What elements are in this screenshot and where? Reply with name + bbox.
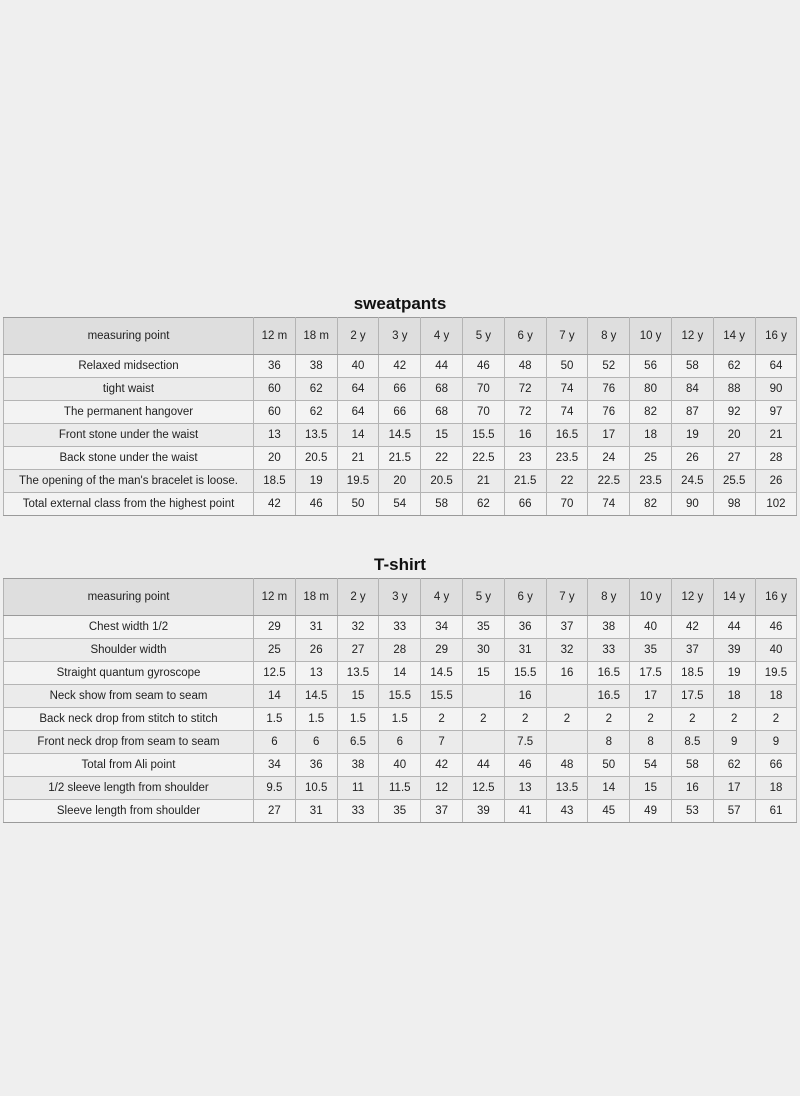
measurement-value: 2 — [630, 708, 672, 731]
size-header: 3 y — [379, 579, 421, 616]
size-header: 12 y — [671, 318, 713, 355]
measurement-value: 38 — [588, 616, 630, 639]
table-row — [4, 401, 797, 424]
measurement-value: 26 — [755, 470, 797, 493]
measurement-value: 17 — [713, 777, 755, 800]
measurement-value: 35 — [379, 800, 421, 823]
measuring-point-header: measuring point — [4, 318, 254, 355]
measurement-value: 18 — [713, 685, 755, 708]
measurement-value: 37 — [421, 800, 463, 823]
measurement-value: 27 — [254, 800, 296, 823]
measurement-value: 8 — [630, 731, 672, 754]
measurement-value: 48 — [546, 754, 588, 777]
measurement-value: 53 — [671, 800, 713, 823]
measurement-value: 26 — [295, 639, 337, 662]
measurement-value: 14 — [588, 777, 630, 800]
measurement-value: 6 — [295, 731, 337, 754]
measurement-label: Front neck drop from seam to seam — [4, 731, 254, 754]
measurement-value: 12.5 — [254, 662, 296, 685]
measurement-value: 70 — [462, 378, 504, 401]
measurement-value: 15.5 — [504, 662, 546, 685]
size-header: 12 m — [254, 579, 296, 616]
table-row — [4, 470, 797, 493]
measurement-value: 31 — [295, 616, 337, 639]
measurement-value: 14.5 — [295, 685, 337, 708]
measurement-value: 52 — [588, 355, 630, 378]
measurement-value: 13 — [254, 424, 296, 447]
table-row — [4, 424, 797, 447]
measurement-value: 20 — [379, 470, 421, 493]
sweatpants-title: sweatpants — [353, 294, 447, 313]
measurement-value: 82 — [630, 493, 672, 516]
tshirt-title: T-shirt — [374, 555, 426, 574]
measurement-value: 43 — [546, 800, 588, 823]
measurement-value: 2 — [546, 708, 588, 731]
measurement-value: 32 — [337, 616, 379, 639]
size-header: 12 y — [671, 579, 713, 616]
measurement-value: 28 — [755, 447, 797, 470]
measurement-value: 50 — [546, 355, 588, 378]
measurement-value: 62 — [713, 754, 755, 777]
measurement-value: 39 — [462, 800, 504, 823]
measurement-value: 72 — [504, 401, 546, 424]
size-header: 8 y — [588, 579, 630, 616]
measurement-value: 9 — [713, 731, 755, 754]
table-row — [4, 662, 797, 685]
measurement-value: 1.5 — [295, 708, 337, 731]
measurement-value: 17.5 — [671, 685, 713, 708]
measurement-value: 23.5 — [546, 447, 588, 470]
measurement-value: 27 — [337, 639, 379, 662]
measurement-value: 42 — [671, 616, 713, 639]
measurement-value: 19.5 — [337, 470, 379, 493]
measurement-value: 57 — [713, 800, 755, 823]
measurement-value: 25.5 — [713, 470, 755, 493]
measurement-value: 15.5 — [421, 685, 463, 708]
measurement-value: 20 — [254, 447, 296, 470]
measurement-value: 62 — [713, 355, 755, 378]
measurement-value — [546, 731, 588, 754]
measurement-value: 14 — [379, 662, 421, 685]
measurement-value: 15.5 — [462, 424, 504, 447]
measurement-value: 17.5 — [630, 662, 672, 685]
measurement-value: 49 — [630, 800, 672, 823]
measurement-value — [462, 731, 504, 754]
measurement-value: 21 — [462, 470, 504, 493]
measurement-value: 46 — [462, 355, 504, 378]
measurement-value: 46 — [755, 616, 797, 639]
measurement-value: 13.5 — [546, 777, 588, 800]
measurement-value: 7.5 — [504, 731, 546, 754]
measurement-label: Back stone under the waist — [4, 447, 254, 470]
measurement-value: 2 — [755, 708, 797, 731]
measurement-value: 29 — [254, 616, 296, 639]
measurement-value: 23 — [504, 447, 546, 470]
measurement-value: 11 — [337, 777, 379, 800]
measurement-value: 22.5 — [462, 447, 504, 470]
measurement-value: 21 — [337, 447, 379, 470]
measurement-value: 2 — [588, 708, 630, 731]
measurement-value: 32 — [546, 639, 588, 662]
measurement-value — [546, 685, 588, 708]
measurement-value: 38 — [295, 355, 337, 378]
measurement-value: 15 — [630, 777, 672, 800]
measurement-value: 70 — [462, 401, 504, 424]
measurement-label: Shoulder width — [4, 639, 254, 662]
measurement-value: 40 — [755, 639, 797, 662]
measurement-value: 15.5 — [379, 685, 421, 708]
measurement-label: Back neck drop from stitch to stitch — [4, 708, 254, 731]
measurement-value: 25 — [630, 447, 672, 470]
measurement-value: 40 — [379, 754, 421, 777]
size-header: 4 y — [421, 318, 463, 355]
table-row — [4, 685, 797, 708]
sweatpants-section — [3, 291, 797, 516]
measurement-value: 29 — [421, 639, 463, 662]
measurement-value: 21 — [755, 424, 797, 447]
measurement-value: 18 — [630, 424, 672, 447]
size-header: 14 y — [713, 579, 755, 616]
measurement-value: 16.5 — [588, 662, 630, 685]
measurement-value: 33 — [379, 616, 421, 639]
measurement-value: 35 — [630, 639, 672, 662]
measurement-value: 20.5 — [295, 447, 337, 470]
measurement-value: 33 — [588, 639, 630, 662]
measurement-value: 19 — [295, 470, 337, 493]
measurement-value: 9 — [755, 731, 797, 754]
measurement-value: 62 — [295, 401, 337, 424]
table-row — [4, 493, 797, 516]
measurement-value: 82 — [630, 401, 672, 424]
size-header: 7 y — [546, 579, 588, 616]
measurement-value: 74 — [546, 401, 588, 424]
measurement-value: 26 — [671, 447, 713, 470]
measurement-value: 41 — [504, 800, 546, 823]
measurement-value: 16 — [504, 685, 546, 708]
measurement-value: 25 — [254, 639, 296, 662]
measurement-value: 54 — [379, 493, 421, 516]
measurement-value: 14.5 — [379, 424, 421, 447]
measurement-value: 50 — [588, 754, 630, 777]
measurement-value: 64 — [337, 401, 379, 424]
measurement-value: 8 — [588, 731, 630, 754]
measurement-value: 16 — [504, 424, 546, 447]
measurement-value: 22 — [546, 470, 588, 493]
measurement-value: 54 — [630, 754, 672, 777]
table-row — [4, 800, 797, 823]
measurement-value: 70 — [546, 493, 588, 516]
table-header-row — [4, 579, 797, 616]
measurement-value: 87 — [671, 401, 713, 424]
measurement-value: 6.5 — [337, 731, 379, 754]
measurement-value: 58 — [671, 355, 713, 378]
measurement-value: 56 — [630, 355, 672, 378]
measurement-value: 90 — [755, 378, 797, 401]
measurement-value: 18.5 — [671, 662, 713, 685]
measurement-value: 13.5 — [295, 424, 337, 447]
measurement-value: 102 — [755, 493, 797, 516]
measurement-value: 40 — [337, 355, 379, 378]
measurement-value: 60 — [254, 378, 296, 401]
measurement-value: 6 — [379, 731, 421, 754]
size-header: 3 y — [379, 318, 421, 355]
measurement-value: 68 — [421, 378, 463, 401]
measurement-value: 14 — [337, 424, 379, 447]
measurement-value: 66 — [379, 378, 421, 401]
table-row — [4, 708, 797, 731]
measurement-value: 18 — [755, 685, 797, 708]
measurement-value: 64 — [755, 355, 797, 378]
measurement-value: 37 — [546, 616, 588, 639]
measurement-label: Relaxed midsection — [4, 355, 254, 378]
measurement-value: 28 — [379, 639, 421, 662]
measurement-value: 40 — [630, 616, 672, 639]
tshirt-size-table — [3, 578, 797, 823]
measurement-value: 13 — [504, 777, 546, 800]
measurement-value: 42 — [254, 493, 296, 516]
measurement-value: 2 — [671, 708, 713, 731]
measurement-value: 48 — [504, 355, 546, 378]
size-header: 10 y — [630, 579, 672, 616]
measurement-value: 9.5 — [254, 777, 296, 800]
measurement-value: 90 — [671, 493, 713, 516]
measurement-value: 42 — [421, 754, 463, 777]
measurement-label: The opening of the man's bracelet is loose. — [4, 470, 254, 493]
measurement-value: 10.5 — [295, 777, 337, 800]
measurement-value: 19.5 — [755, 662, 797, 685]
measurement-value: 16 — [671, 777, 713, 800]
measurement-value: 42 — [379, 355, 421, 378]
measurement-value: 24.5 — [671, 470, 713, 493]
measuring-point-header: measuring point — [4, 579, 254, 616]
measurement-value: 58 — [671, 754, 713, 777]
measurement-value: 61 — [755, 800, 797, 823]
measurement-value: 97 — [755, 401, 797, 424]
size-header: 2 y — [337, 579, 379, 616]
measurement-value: 88 — [713, 378, 755, 401]
measurement-value: 60 — [254, 401, 296, 424]
table-row — [4, 777, 797, 800]
measurement-value: 38 — [337, 754, 379, 777]
measurement-value: 31 — [295, 800, 337, 823]
table-header-row — [4, 318, 797, 355]
measurement-label: Total from Ali point — [4, 754, 254, 777]
measurement-value: 11.5 — [379, 777, 421, 800]
measurement-value: 36 — [504, 616, 546, 639]
measurement-value: 35 — [462, 616, 504, 639]
measurement-value: 15 — [421, 424, 463, 447]
measurement-value: 76 — [588, 378, 630, 401]
measurement-value: 62 — [462, 493, 504, 516]
measurement-label: tight waist — [4, 378, 254, 401]
size-header: 14 y — [713, 318, 755, 355]
measurement-value: 64 — [337, 378, 379, 401]
measurement-value: 33 — [337, 800, 379, 823]
size-header: 7 y — [546, 318, 588, 355]
measurement-value: 13 — [295, 662, 337, 685]
size-header: 5 y — [462, 318, 504, 355]
measurement-value: 76 — [588, 401, 630, 424]
table-row — [4, 639, 797, 662]
measurement-value: 62 — [295, 378, 337, 401]
measurement-value: 21.5 — [504, 470, 546, 493]
measurement-value: 84 — [671, 378, 713, 401]
size-header: 16 y — [755, 318, 797, 355]
measurement-value: 20 — [713, 424, 755, 447]
table-row — [4, 447, 797, 470]
measurement-value: 2 — [421, 708, 463, 731]
measurement-value: 31 — [504, 639, 546, 662]
measurement-value: 44 — [462, 754, 504, 777]
size-header: 8 y — [588, 318, 630, 355]
measurement-value: 2 — [713, 708, 755, 731]
measurement-value: 6 — [254, 731, 296, 754]
measurement-value: 1.5 — [254, 708, 296, 731]
measurement-value: 68 — [421, 401, 463, 424]
size-header: 5 y — [462, 579, 504, 616]
measurement-value: 1.5 — [337, 708, 379, 731]
size-header: 18 m — [295, 579, 337, 616]
measurement-value: 30 — [462, 639, 504, 662]
measurement-value: 19 — [713, 662, 755, 685]
tshirt-section — [3, 552, 797, 823]
measurement-value: 72 — [504, 378, 546, 401]
measurement-value: 74 — [588, 493, 630, 516]
measurement-value: 44 — [713, 616, 755, 639]
measurement-value: 17 — [630, 685, 672, 708]
measurement-label: 1/2 sleeve length from shoulder — [4, 777, 254, 800]
measurement-value: 16.5 — [546, 424, 588, 447]
measurement-value: 46 — [504, 754, 546, 777]
measurement-value: 22 — [421, 447, 463, 470]
measurement-label: Front stone under the waist — [4, 424, 254, 447]
measurement-value: 15 — [337, 685, 379, 708]
measurement-value: 92 — [713, 401, 755, 424]
measurement-value: 27 — [713, 447, 755, 470]
measurement-value: 2 — [504, 708, 546, 731]
size-header: 6 y — [504, 579, 546, 616]
measurement-value: 80 — [630, 378, 672, 401]
measurement-value: 66 — [755, 754, 797, 777]
table-row — [4, 378, 797, 401]
measurement-value: 12 — [421, 777, 463, 800]
measurement-value: 2 — [462, 708, 504, 731]
measurement-value: 34 — [421, 616, 463, 639]
measurement-value: 13.5 — [337, 662, 379, 685]
measurement-value: 19 — [671, 424, 713, 447]
size-header: 10 y — [630, 318, 672, 355]
measurement-value: 98 — [713, 493, 755, 516]
measurement-value — [462, 685, 504, 708]
table-row — [4, 754, 797, 777]
measurement-value: 8.5 — [671, 731, 713, 754]
table-row — [4, 731, 797, 754]
size-header: 4 y — [421, 579, 463, 616]
measurement-value: 36 — [254, 355, 296, 378]
measurement-value: 66 — [504, 493, 546, 516]
measurement-value: 1.5 — [379, 708, 421, 731]
measurement-label: The permanent hangover — [4, 401, 254, 424]
measurement-value: 14.5 — [421, 662, 463, 685]
table-row — [4, 616, 797, 639]
measurement-value: 34 — [254, 754, 296, 777]
measurement-value: 16.5 — [588, 685, 630, 708]
measurement-value: 15 — [462, 662, 504, 685]
measurement-value: 24 — [588, 447, 630, 470]
measurement-label: Chest width 1/2 — [4, 616, 254, 639]
measurement-label: Total external class from the highest point — [4, 493, 254, 516]
measurement-value: 46 — [295, 493, 337, 516]
measurement-value: 18.5 — [254, 470, 296, 493]
measurement-label: Sleeve length from shoulder — [4, 800, 254, 823]
measurement-value: 16 — [546, 662, 588, 685]
measurement-value: 21.5 — [379, 447, 421, 470]
measurement-value: 22.5 — [588, 470, 630, 493]
sweatpants-size-table — [3, 317, 797, 516]
size-header: 16 y — [755, 579, 797, 616]
measurement-value: 37 — [671, 639, 713, 662]
measurement-value: 14 — [254, 685, 296, 708]
measurement-value: 23.5 — [630, 470, 672, 493]
measurement-label: Straight quantum gyroscope — [4, 662, 254, 685]
measurement-value: 50 — [337, 493, 379, 516]
size-header: 12 m — [254, 318, 296, 355]
measurement-value: 20.5 — [421, 470, 463, 493]
table-row — [4, 355, 797, 378]
measurement-value: 74 — [546, 378, 588, 401]
size-header: 6 y — [504, 318, 546, 355]
measurement-value: 66 — [379, 401, 421, 424]
measurement-value: 58 — [421, 493, 463, 516]
size-header: 2 y — [337, 318, 379, 355]
measurement-value: 45 — [588, 800, 630, 823]
measurement-value: 36 — [295, 754, 337, 777]
measurement-value: 39 — [713, 639, 755, 662]
measurement-value: 17 — [588, 424, 630, 447]
measurement-value: 7 — [421, 731, 463, 754]
measurement-value: 44 — [421, 355, 463, 378]
size-header: 18 m — [295, 318, 337, 355]
measurement-value: 12.5 — [462, 777, 504, 800]
measurement-label: Neck show from seam to seam — [4, 685, 254, 708]
measurement-value: 18 — [755, 777, 797, 800]
